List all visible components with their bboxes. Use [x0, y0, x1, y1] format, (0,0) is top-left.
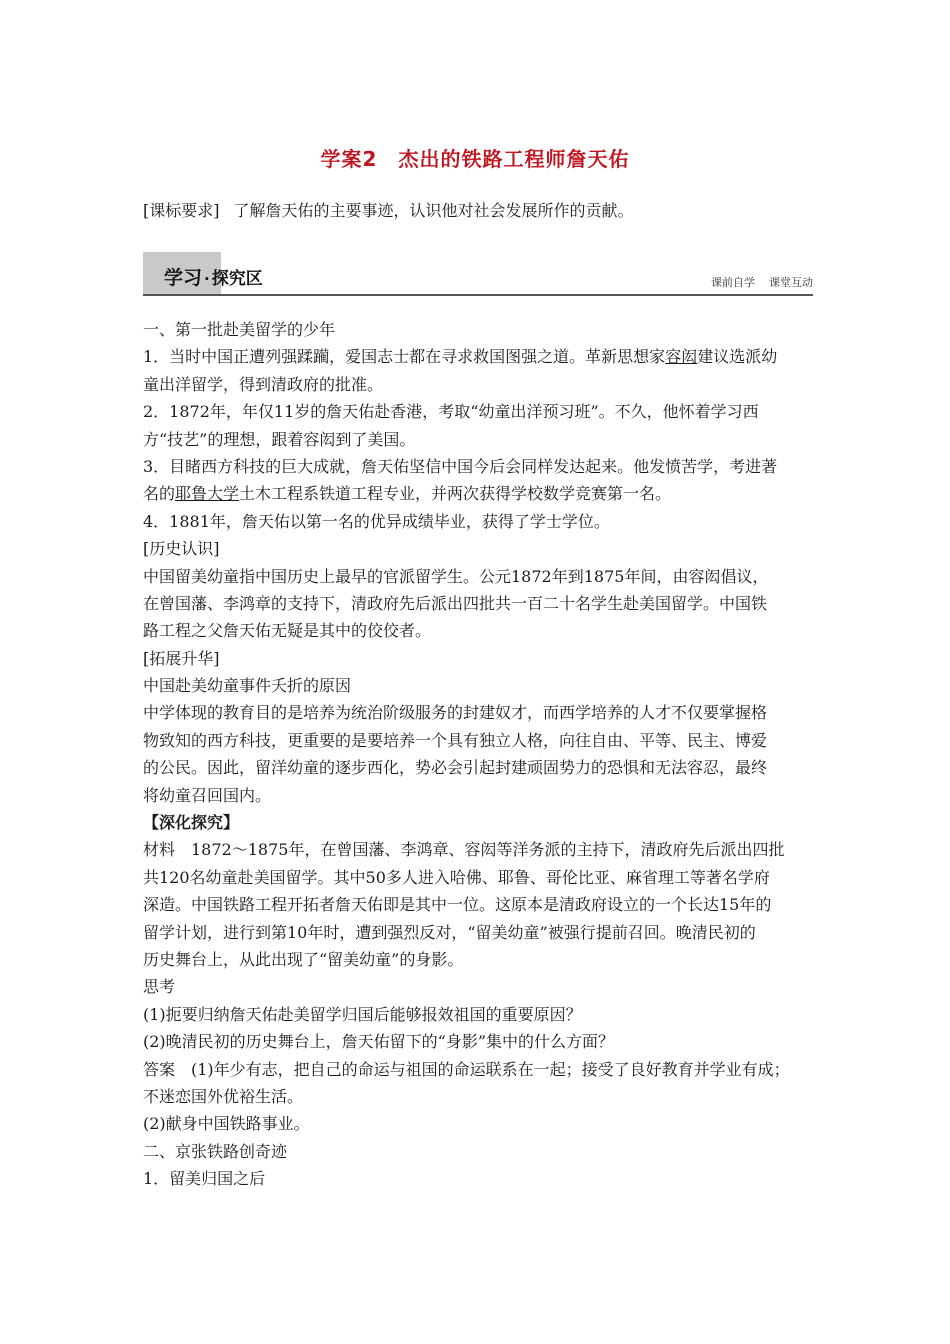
- text-line: (2)晚清民初的历史舞台上，詹天佑留下的“身影”集中的什么方面？: [143, 1032, 615, 1052]
- text-line: 不迷恋国外优裕生活。: [143, 1086, 304, 1106]
- text-line: [143, 343, 813, 370]
- text-line: 留学计划，进行到第10年时，遭到强烈反对，“留美幼童”被强行提前召回。晚清民初的: [143, 922, 756, 942]
- section-banner: [143, 252, 813, 296]
- text-line: 答案 (1)年少有志，把自己的命运与祖国的命运联系在一起；接受了良好教育并学业有成；: [143, 1059, 790, 1079]
- text-line: 童出洋留学，得到清政府的批准。: [143, 374, 384, 394]
- text-line: 思考: [143, 977, 176, 997]
- text-line: 中国留美幼童指中国历史上最早的官派留学生。公元1872年到1875年间，由容闳倡议，: [143, 566, 769, 586]
- text-line: 将幼童召回国内。: [143, 785, 272, 805]
- text-segment: 建议选派幼: [697, 347, 778, 367]
- text-line: 二、京张铁路创奇迹: [143, 1141, 288, 1161]
- page-title: 学案2 杰出的铁路工程师詹天佑: [320, 147, 630, 171]
- text-line: 中学体现的教育目的是培养为统治阶级服务的封建奴才，而西学培养的人才不仅要掌握格: [143, 703, 768, 723]
- text-line: 深造。中国铁路工程开拓者詹天佑即是其中一位。这原本是清政府设立的一个长达15年的: [143, 895, 772, 915]
- text-line: 的公民。因此，留洋幼童的逐步西化，势必会引起封建顽固势力的恐惧和无法容忍，最终: [143, 758, 768, 778]
- text-line: [拓展升华]: [143, 648, 220, 668]
- text-line: 历史舞台上，从此出现了“留美幼童”的身影。: [143, 949, 464, 969]
- text-line: [143, 480, 813, 507]
- text-segment: 1．当时中国正遭列强蹂躏，爱国志士都在寻求救国图强之道。革新思想家: [143, 347, 666, 367]
- banner-links: [711, 274, 813, 290]
- banner-tab: [164, 263, 263, 290]
- text-line: 中国赴美幼童事件夭折的原因: [143, 676, 352, 696]
- text-line: 3．目睹西方科技的巨大成就，詹天佑坚信中国今后会同样发达起来。他发愤苦学，考进著: [143, 456, 778, 476]
- text-line: (1)扼要归纳詹天佑赴美留学归国后能够报效祖国的重要原因？: [143, 1004, 582, 1024]
- underlined-term: 容闳: [665, 347, 698, 367]
- text-line: 【深化探究】: [143, 813, 240, 833]
- banner-tab-sub: 探究区: [211, 269, 263, 289]
- banner-link-preview: 课前自学: [711, 276, 755, 289]
- text-segment: 土木工程系铁道工程专业，并两次获得学校数学竞赛第一名。: [239, 484, 672, 504]
- text-segment: 名的: [143, 484, 176, 504]
- text-line: 材料 1872～1875年，在曾国藩、李鸿章、容闳等洋务派的主持下，清政府先后派出四批: [143, 840, 785, 860]
- text-line: 4．1881年，詹天佑以第一名的优异成绩毕业，获得了学士学位。: [143, 511, 610, 531]
- text-line: (2)献身中国铁路事业。: [143, 1114, 310, 1134]
- text-line: [历史认识]: [143, 539, 220, 559]
- text-line: 共120名幼童赴美国留学。其中50多人进入哈佛、耶鲁、哥伦比亚、麻省理工等著名学府: [143, 867, 770, 887]
- underlined-term: 耶鲁大学: [175, 484, 240, 504]
- text-line: 方“技艺”的理想，跟着容闳到了美国。: [143, 429, 416, 449]
- text-line: 物致知的西方科技，更重要的是要培养一个具有独立人格，向往自由、平等、民主、博爱: [143, 730, 768, 750]
- requirement-text: 了解詹天佑的主要事迹，认识他对社会发展所作的贡献。: [233, 201, 634, 220]
- text-line: 在曾国藩、李鸿章的支持下，清政府先后派出四批共一百二十名学生赴美国留学。中国铁: [143, 593, 768, 613]
- banner-link-classroom: 课堂互动: [769, 276, 813, 289]
- text-line: 一、第一批赴美留学的少年: [143, 320, 336, 339]
- banner-rule: [143, 294, 813, 296]
- text-line: 1．留美归国之后: [143, 1169, 266, 1189]
- requirement-label: [课标要求]: [143, 201, 220, 220]
- curriculum-requirement: [143, 199, 634, 223]
- text-line: 路工程之父詹天佑无疑是其中的佼佼者。: [143, 621, 432, 641]
- text-line: 2．1872年，年仅11岁的詹天佑赴香港，考取“幼童出洋预习班”。不久，他怀着学习西: [143, 402, 759, 422]
- body-text: [143, 316, 813, 1193]
- banner-tab-dot: ·: [204, 270, 210, 288]
- banner-tab-main: 学习: [164, 267, 203, 289]
